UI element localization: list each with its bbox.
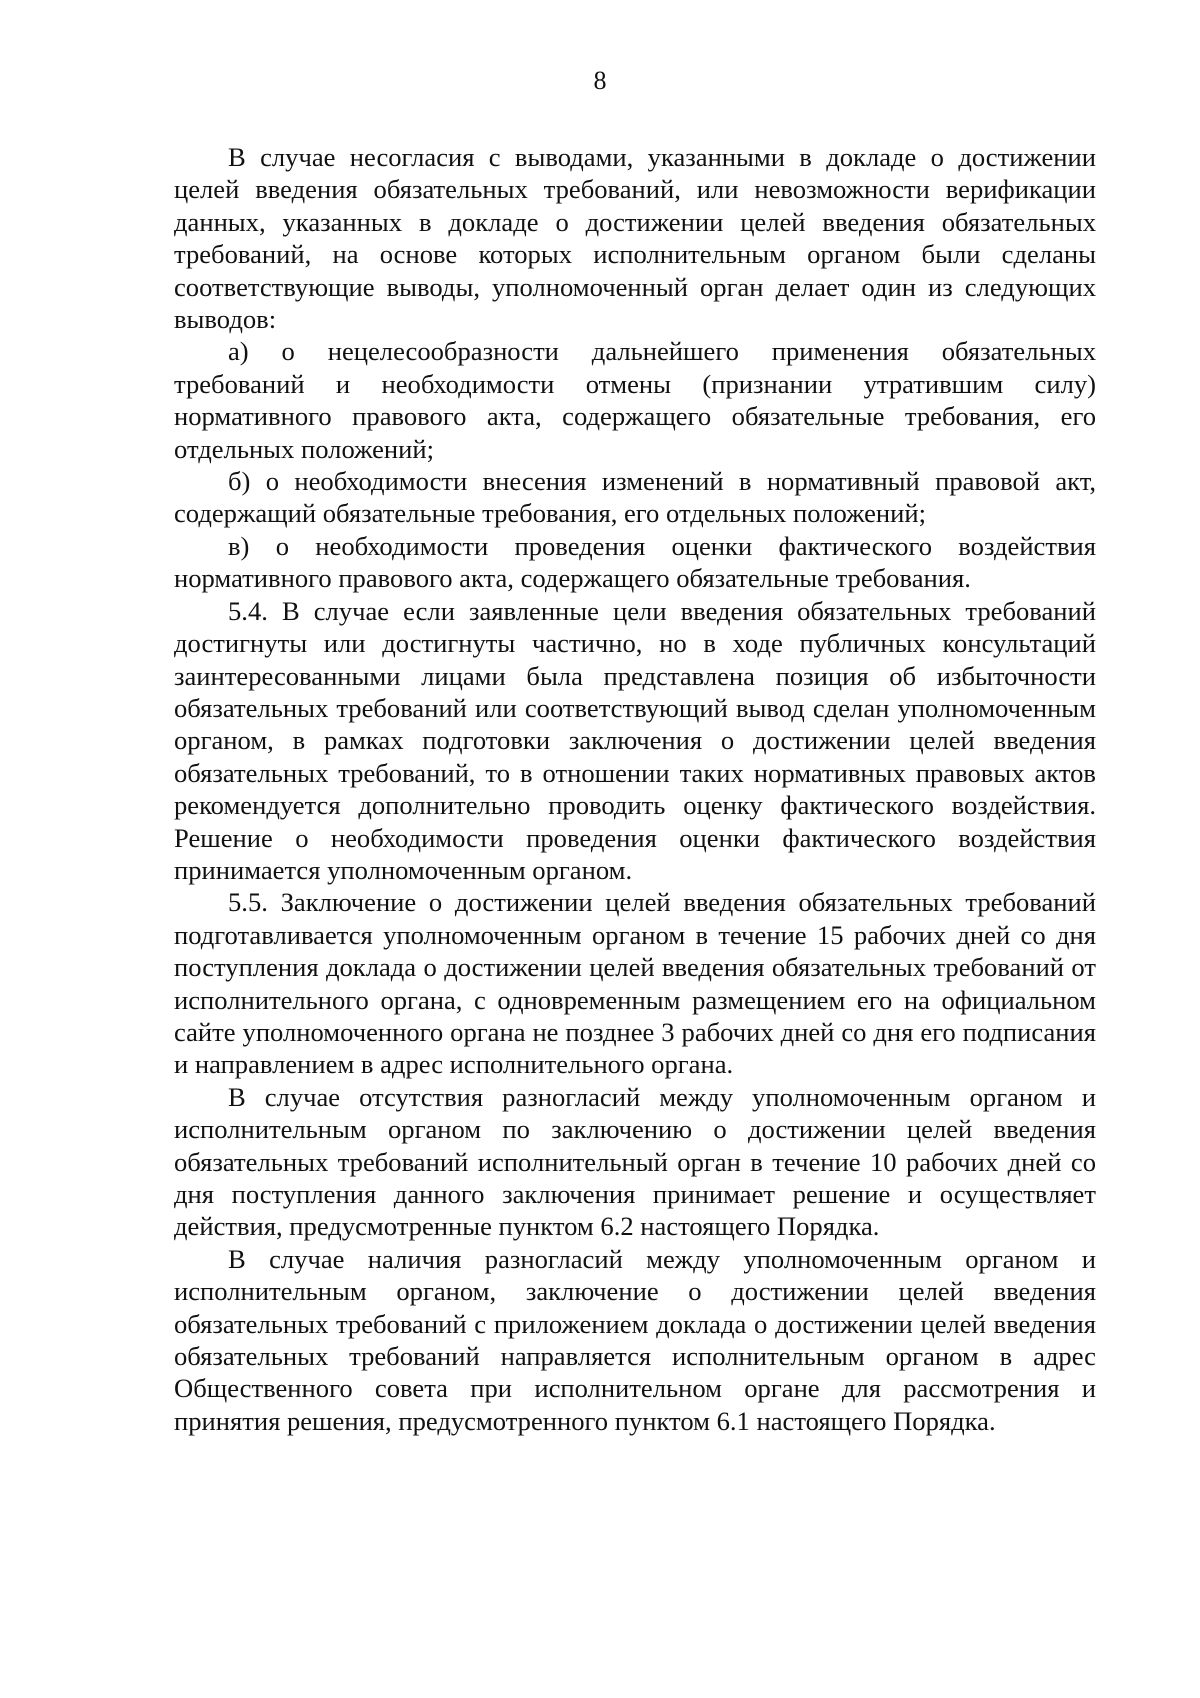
paragraph-item-b: б) о необходимости внесения изменений в нормативный правовой акт, содержащий обязательные требования, его отдельных положений; bbox=[174, 466, 1096, 529]
paragraph-disagreement-conclusions: В случае несогласия с выводами, указанными в докладе о достижении целей введения обязательных требований, или невозможности верификации данных, указанных в докладе о достижении целей введения обязательных требований, на основе которых исполнительным органом были сделаны соответствующие выводы, уполномоченный орган делает один из следующих выводов: bbox=[174, 142, 1096, 335]
paragraph-no-disagreement: В случае отсутствия разногласий между уполномоченным органом и исполнительным органом по заключению о достижении целей введения обязательных требований исполнительный орган в течение 10 рабочих дней со дня поступления данного заключения принимает решение и осуществляет действия, предусмотренные пунктом 6.2 настоящего Порядка. bbox=[174, 1081, 1096, 1242]
paragraph-clause-5-4: 5.4. В случае если заявленные цели введения обязательных требований достигнуты или достигнуты частично, но в ходе публичных консультаций заинтересованными лицами была представлена позиция об избыточности обязательных требований или соответствующий вывод сделан уполномоченным органом, в рамках подготовки заключения о достижении целей введения обязательных требований, то в отношении таких нормативных правовых актов рекомендуется дополнительно проводить оценку фактического воздействия. Решение о необходимости проведения оценки фактического воздействия принимается уполномоченным органом. bbox=[174, 595, 1096, 885]
paragraph-item-a: а) о нецелесообразности дальнейшего применения обязательных требований и необходимости отмены (признании утратившим силу) нормативного правового акта, содержащего обязательные требования, его отдельных положений; bbox=[174, 336, 1096, 464]
paragraph-disagreement-public-council: В случае наличия разногласий между уполномоченным органом и исполнительным органом, заключение о достижении целей введения обязательных требований с приложением доклада о достижении целей введения обязательных требований направляется исполнительным органом в адрес Общественного совета при исполнительном органе для рассмотрения и принятия решения, предусмотренного пунктом 6.1 настоящего Порядка. bbox=[174, 1243, 1096, 1436]
paragraph-item-v: в) о необходимости проведения оценки фактического воздействия нормативного правового акта, содержащего обязательные требования. bbox=[174, 530, 1096, 594]
paragraph-clause-5-5: 5.5. Заключение о достижении целей введения обязательных требований подготавливается уполномоченным органом в течение 15 рабочих дней со дня поступления доклада о достижении целей введения обязательных требований от исполнительного органа, с одновременным размещением его на официальном сайте уполномоченного органа не позднее 3 рабочих дней со дня его подписания и направлением в адрес исполнительного органа. bbox=[174, 887, 1096, 1080]
document-body bbox=[174, 141, 1096, 1437]
page-number: 8 bbox=[593, 66, 607, 95]
